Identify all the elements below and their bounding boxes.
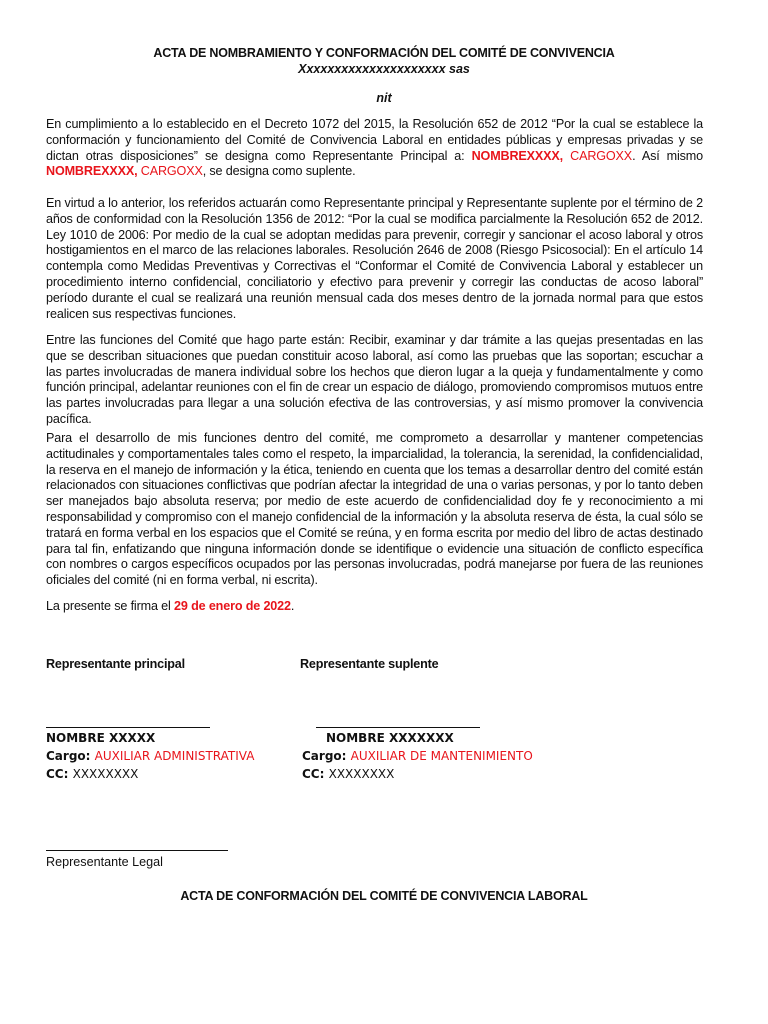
principal-cargo-label: Cargo: (46, 749, 95, 763)
signing-text: La presente se firma el (46, 599, 175, 613)
suplente-signature-line (316, 727, 480, 728)
principal-cc-label: CC: (46, 767, 73, 781)
principal-cargo (46, 747, 254, 765)
legal-signature-line (46, 850, 228, 851)
p1-text-c: , se designa como suplente. (202, 164, 356, 179)
principal-cargo-value: AUXILIAR ADMINISTRATIVA (94, 749, 255, 763)
principal-block (46, 729, 254, 783)
footer-title: ACTA DE CONFORMACIÓN DEL COMITÉ DE CONVIVENCIA LABORAL (180, 889, 588, 903)
principal-name-inline: NOMBREXXXX, (471, 148, 564, 163)
suplente-cargo-inline: CARGOXX (137, 164, 203, 179)
signing-statement (46, 599, 703, 615)
signing-date: 29 de enero de 2022 (174, 599, 291, 613)
paragraph-functions: Entre las funciones del Comité que hago parte están: Recibir, examinar y dar trámite a las quejas presentadas en las que se describan situaciones que puedan constituir acoso laboral, así como las pruebas que las soportan; escuchar a las partes involucradas de manera individual sobre los hechos que dieron lugar a la queja y fundamentalmente y como función principal, adelantar reuniones con el fin de crear un espacio de diálogo, promoviendo compromisos mutuos entre las partes involucradas para llegar a una solución efectiva de las controversias, y así mismo promover la convivencia pacífica. (46, 333, 703, 426)
paragraph-term: En virtud a lo anterior, los referidos actuarán como Representante principal y Representante suplente por el término de 2 años de conformidad con la Resolución 1356 de 2012: “Por la cual se modifica parcialmente la Resolución 652 de 2012. Ley 1010 de 2006: Por medio de la cual se adoptan medidas para prevenir, corregir y sancionar el acoso laboral y otros hostigamientos en el marco de las relaciones laborales. Resolución 2646 de 2008 (Riesgo Psicosocial): En el artículo 14 contempla como Medidas Preventivas y Correctivas el “Conformar el Comité de Convivencia Laboral y establecer un procedimiento interno confidencial, conciliatorio y efectivo para prevenir y corregir las conductas de acoso laboral” período durante el cual se realizará una reunión mensual cada dos meses dentro de la jornada normal para que estos realicen sus respectivas funciones. (46, 196, 703, 321)
principal-cc-value: XXXXXXXX (72, 767, 139, 781)
suplente-cargo-label: Cargo: (302, 749, 351, 763)
suplente-name: NOMBRE XXXXXXX (326, 731, 454, 745)
suplente-cc (302, 765, 533, 783)
suplente-block (302, 729, 533, 783)
p1-text-b: . Así mismo (632, 148, 703, 163)
principal-cc (46, 765, 254, 783)
principal-cargo-inline: CARGOXX (563, 148, 633, 163)
paragraph-commitment: Para el desarrollo de mis funciones dentro del comité, me comprometo a desarrollar y mantener competencias actitudinales y comportamentales tales como el respeto, la imparcialidad, la tolerancia, la serenidad, la confidencialidad, la reserva en el manejo de información y la ética, teniendo en cuenta que los temas a desarrollar dentro del comité están relacionados con situaciones conflictivas que podrían afectar la integridad de una o varias personas, y por lo tanto deben ser manejados bajo absoluta reserva; por medio de este acuerdo de confidencialidad doy fe y reconocimiento a mi responsabilidad y compromiso con el manejo confidencial de la información y la absoluta reserva de ésta, la cual sólo se tratará en forma verbal en los espacios que el Comité se reúna, y en forma escrita por medio del libro de actas destinado para tal fin, enfatizando que ninguna información donde se identifique o evidencie una situación de conflicto específica con nombres o cargos específicos ocupados por las personas involucradas, podrá manejarse por fuera de las reuniones oficiales del comité (ni en forma verbal, ni escrita). (46, 431, 703, 588)
suplente-cargo-value: AUXILIAR DE MANTENIMIENTO (350, 749, 533, 763)
principal-signature-line (46, 727, 210, 728)
suplente-cargo (302, 747, 533, 765)
company-nit: nit (376, 91, 392, 105)
document-title: ACTA DE NOMBRAMIENTO Y CONFORMACIÓN DEL COMITÉ DE CONVIVENCIA (153, 46, 615, 60)
suplente-cc-label: CC: (302, 767, 329, 781)
principal-name: NOMBRE XXXXX (46, 731, 156, 745)
suplente-name-inline: NOMBREXXXX, (46, 164, 138, 179)
paragraph-designation (46, 117, 703, 180)
legal-representative-label: Representante Legal (46, 855, 163, 869)
p1-text-a: En cumplimiento a lo establecido en el Decreto 1072 del 2015, la Resolución 652 de 2012 “Por la cual se establece la conformación y funcionamiento del Comité de Convivencia Laboral en entidades públicas y empresas privadas y se dictan otras disposiciones” se designa como Representante Principal a: (46, 117, 703, 163)
principal-heading: Representante principal (46, 657, 185, 671)
signing-end: . (290, 599, 295, 613)
company-name: Xxxxxxxxxxxxxxxxxxxxx sas (298, 62, 470, 76)
suplente-cc-value: XXXXXXXX (328, 767, 395, 781)
suplente-heading: Representante suplente (300, 657, 439, 671)
